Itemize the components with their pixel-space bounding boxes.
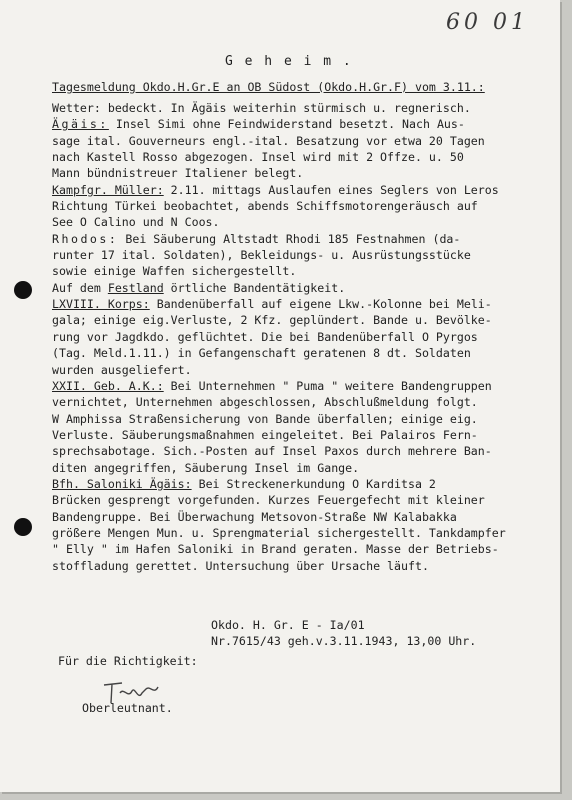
- text-segment: W Amphissa Straßensicherung von Bande überfallen; einige eig.: [52, 411, 478, 426]
- text-line: [52, 116, 506, 132]
- text-segment: Auf dem: [52, 280, 108, 295]
- text-line: [52, 460, 506, 476]
- text-line: [52, 263, 506, 279]
- text-line: [52, 378, 506, 394]
- text-segment: Bei Säuberung Altstadt Rhodi 185 Festnahmen (da-: [118, 231, 461, 246]
- text-line: [52, 296, 506, 312]
- document-title: G e h e i m .: [225, 54, 353, 69]
- section-label: Kampfgr. Müller:: [52, 182, 164, 197]
- text-segment: sowie einige Waffen sichergestellt.: [52, 264, 297, 279]
- certification-line: Für die Richtigkeit:: [58, 654, 198, 668]
- text-line: [52, 214, 506, 230]
- text-line: [52, 509, 506, 525]
- text-segment: sage ital. Gouverneurs engl.-ital. Besatzung vor etwa 20 Tagen: [52, 133, 485, 148]
- punch-hole: [14, 518, 32, 536]
- report-body: [52, 100, 506, 574]
- text-segment: Bandengruppe. Bei Überwachung Metsovon-Straße NW Kalabakka: [52, 509, 457, 524]
- text-segment: runter 17 ital. Soldaten), Bekleidungs- u. Ausrüstungsstücke: [52, 248, 471, 263]
- text-line: [52, 198, 506, 214]
- reference-line: Nr.7615/43 geh.v.3.11.1943, 13,00 Uhr.: [211, 634, 477, 648]
- text-segment: größere Mengen Mun. u. Sprengmaterial sichergestellt. Tankdampfer: [52, 525, 506, 540]
- section-label: LXVIII. Korps:: [52, 297, 150, 312]
- text-segment: sprechsabotage. Sich.-Posten auf Insel Paxos durch mehrere Ban-: [52, 444, 492, 459]
- text-segment: Wetter: bedeckt. In Ägäis weiterhin stürmisch u. regnerisch.: [52, 101, 471, 115]
- text-line: [52, 133, 506, 149]
- text-line: [52, 362, 506, 378]
- text-segment: Verluste. Säuberungsmaßnahmen eingeleitet. Bei Palairos Fern-: [52, 427, 478, 442]
- text-line: [52, 280, 506, 296]
- text-segment: (Tag. Meld.1.11.) in Gefangenschaft geratenen 8 dt. Soldaten: [52, 346, 471, 361]
- text-line: [52, 427, 506, 443]
- text-line: [52, 443, 506, 459]
- text-segment: Bandenüberfall auf eigene Lkw.-Kolonne bei Meli-: [149, 297, 492, 312]
- text-segment: stoffladung gerettet. Untersuchung über Ursache läuft.: [52, 558, 429, 573]
- punch-hole: [14, 281, 32, 299]
- text-segment: " Elly " im Hafen Saloniki in Brand geraten. Masse der Betriebs-: [52, 542, 499, 557]
- text-segment: 2.11. mittags Auslaufen eines Seglers von Leros: [163, 182, 499, 197]
- text-segment: Brücken gesprengt vorgefunden. Kurzes Feuergefecht mit kleiner: [52, 493, 485, 508]
- section-label: Rhodos:: [52, 231, 119, 246]
- text-segment: örtliche Bandentätigkeit.: [163, 280, 346, 295]
- text-line: [52, 492, 506, 508]
- text-segment: See O Calino und N Coos.: [52, 215, 220, 230]
- signatory-rank: Oberleutnant.: [82, 701, 173, 715]
- text-segment: nach Kastell Rosso abgezogen. Insel wird mit 2 Offze. u. 50: [52, 150, 464, 165]
- text-line: [52, 149, 506, 165]
- section-label: Ägäis:: [52, 117, 109, 132]
- text-segment: rung vor Jagdkdo. geflüchtet. Die bei Bandenüberfall O Pyrgos: [52, 329, 478, 344]
- text-line: [52, 231, 506, 247]
- text-line: [52, 558, 506, 574]
- text-line: [52, 525, 506, 541]
- text-segment: Mann bündnistreuer Italiener belegt.: [52, 166, 304, 181]
- report-header: Tagesmeldung Okdo.H.Gr.E an OB Südost (Okdo.H.Gr.F) vom 3.11.:: [52, 80, 485, 94]
- text-segment: Richtung Türkei beobachtet, abends Schiffsmotorengeräusch auf: [52, 199, 478, 214]
- text-segment: Insel Simi ohne Feindwiderstand besetzt. Nach Aus-: [108, 117, 465, 132]
- text-line: [52, 411, 506, 427]
- text-segment: diten angegriffen, Säuberung Insel im Gange.: [52, 460, 360, 475]
- section-label: Festland: [107, 280, 164, 295]
- text-line: [52, 247, 506, 263]
- office-line: Okdo. H. Gr. E - Ia/01: [211, 618, 365, 632]
- text-segment: Bei Unternehmen " Puma " weitere Bandengruppen: [163, 378, 492, 393]
- text-segment: gala; einige eig.Verluste, 2 Kfz. geplündert. Bande u. Bevölke-: [52, 313, 492, 328]
- text-segment: wurden ausgeliefert.: [52, 362, 192, 377]
- text-line: [52, 541, 506, 557]
- section-label: XXII. Geb. A.K.:: [52, 378, 164, 393]
- text-segment: vernichtet, Unternehmen abgeschlossen, Abschlußmeldung folgt.: [52, 395, 478, 410]
- section-label: Bfh. Saloniki Ägäis:: [52, 476, 192, 491]
- text-segment: Bei Streckenerkundung O Karditsa 2: [191, 476, 436, 491]
- text-line: [52, 329, 506, 345]
- text-line: [52, 100, 506, 116]
- text-line: [52, 476, 506, 492]
- text-line: [52, 345, 506, 361]
- text-line: [52, 394, 506, 410]
- handwritten-page-number: 60 01: [446, 10, 529, 35]
- text-line: [52, 312, 506, 328]
- text-line: [52, 165, 506, 181]
- text-line: [52, 182, 506, 198]
